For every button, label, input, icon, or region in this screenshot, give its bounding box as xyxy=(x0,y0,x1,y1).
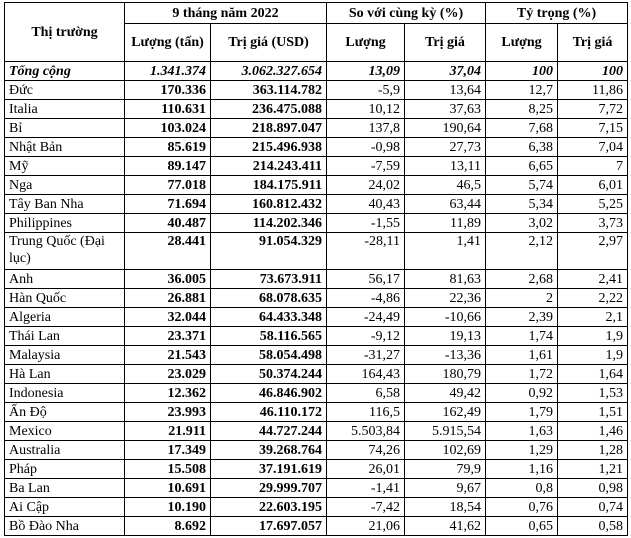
header-row-1 xyxy=(5,3,628,24)
share-value-header: Trị giá xyxy=(558,24,628,62)
yoy-value-cell: 19,13 xyxy=(405,327,486,346)
volume-cell: 10.190 xyxy=(125,498,211,517)
value-cell: 22.603.195 xyxy=(211,498,327,517)
share-value-cell: 5,25 xyxy=(558,195,628,214)
share-volume-cell: 1,61 xyxy=(486,346,558,365)
share-volume-cell: 8,25 xyxy=(486,100,558,119)
yoy-value-cell: 49,42 xyxy=(405,384,486,403)
yoy-volume-cell: 56,17 xyxy=(327,270,405,289)
share-volume-cell: 5,74 xyxy=(486,176,558,195)
volume-ton-header: Lượng (tấn) xyxy=(125,24,211,62)
market-name: Hà Lan xyxy=(5,365,125,384)
share-value-cell: 0,58 xyxy=(558,517,628,536)
total-yoy-volume: 13,09 xyxy=(327,62,405,81)
yoy-value-cell: -10,66 xyxy=(405,308,486,327)
share-value-cell: 7,04 xyxy=(558,138,628,157)
table-row xyxy=(5,119,628,138)
value-cell: 218.897.047 xyxy=(211,119,327,138)
table-row xyxy=(5,270,628,289)
market-name: Nhật Bản xyxy=(5,138,125,157)
share-volume-cell: 0,92 xyxy=(486,384,558,403)
share-volume-cell: 7,68 xyxy=(486,119,558,138)
share-value-cell: 0,98 xyxy=(558,479,628,498)
market-name: Ấn Độ xyxy=(5,403,125,422)
table-row xyxy=(5,422,628,441)
table-row xyxy=(5,460,628,479)
volume-cell: 17.349 xyxy=(125,441,211,460)
volume-cell: 8.692 xyxy=(125,517,211,536)
value-cell: 58.116.565 xyxy=(211,327,327,346)
yoy-volume-cell: 137,8 xyxy=(327,119,405,138)
volume-cell: 26.881 xyxy=(125,289,211,308)
volume-cell: 23.029 xyxy=(125,365,211,384)
share-value-cell: 7 xyxy=(558,157,628,176)
market-name: Trung Quốc (Đại lục) xyxy=(5,233,125,270)
value-cell: 44.727.244 xyxy=(211,422,327,441)
market-name: Bỉ xyxy=(5,119,125,138)
yoy-value-header: Trị giá xyxy=(405,24,486,62)
yoy-volume-cell: 6,58 xyxy=(327,384,405,403)
yoy-volume-cell: -1,41 xyxy=(327,479,405,498)
trade-table xyxy=(4,2,628,536)
table-row xyxy=(5,81,628,100)
yoy-value-cell: 37,63 xyxy=(405,100,486,119)
total-label: Tổng cộng xyxy=(5,62,125,81)
yoy-volume-cell: -24,49 xyxy=(327,308,405,327)
volume-cell: 28.441 xyxy=(125,233,211,270)
yoy-value-cell: 41,62 xyxy=(405,517,486,536)
market-header: Thị trường xyxy=(5,3,125,62)
share-volume-cell: 5,34 xyxy=(486,195,558,214)
table-row xyxy=(5,403,628,422)
value-cell: 39.268.764 xyxy=(211,441,327,460)
value-cell: 363.114.782 xyxy=(211,81,327,100)
yoy-volume-cell: 116,5 xyxy=(327,403,405,422)
value-cell: 58.054.498 xyxy=(211,346,327,365)
value-cell: 50.374.244 xyxy=(211,365,327,384)
yoy-volume-cell: -5,9 xyxy=(327,81,405,100)
market-name: Pháp xyxy=(5,460,125,479)
value-cell: 236.475.088 xyxy=(211,100,327,119)
table-row xyxy=(5,365,628,384)
yoy-value-cell: 1,41 xyxy=(405,233,486,270)
value-usd-header: Trị giá (USD) xyxy=(211,24,327,62)
table-row xyxy=(5,214,628,233)
volume-cell: 21.911 xyxy=(125,422,211,441)
volume-cell: 170.336 xyxy=(125,81,211,100)
market-name: Mỹ xyxy=(5,157,125,176)
total-share-volume: 100 xyxy=(486,62,558,81)
volume-cell: 23.371 xyxy=(125,327,211,346)
compare-header: So với cùng kỳ (%) xyxy=(327,3,486,24)
market-name: Malaysia xyxy=(5,346,125,365)
volume-cell: 36.005 xyxy=(125,270,211,289)
share-volume-cell: 2,12 xyxy=(486,233,558,270)
market-name: Indonesia xyxy=(5,384,125,403)
share-value-cell: 7,72 xyxy=(558,100,628,119)
yoy-value-cell: 162,49 xyxy=(405,403,486,422)
share-volume-header: Lượng xyxy=(486,24,558,62)
yoy-volume-cell: 40,43 xyxy=(327,195,405,214)
yoy-value-cell: 46,5 xyxy=(405,176,486,195)
share-volume-cell: 2,68 xyxy=(486,270,558,289)
volume-cell: 77.018 xyxy=(125,176,211,195)
yoy-value-cell: -13,36 xyxy=(405,346,486,365)
market-name: Thái Lan xyxy=(5,327,125,346)
share-value-cell: 1,46 xyxy=(558,422,628,441)
volume-cell: 15.508 xyxy=(125,460,211,479)
share-value-cell: 2,41 xyxy=(558,270,628,289)
yoy-value-cell: 22,36 xyxy=(405,289,486,308)
share-volume-cell: 2,39 xyxy=(486,308,558,327)
share-header: Tỷ trọng (%) xyxy=(486,3,628,24)
table-row xyxy=(5,289,628,308)
market-name: Ai Cập xyxy=(5,498,125,517)
market-name: Ba Lan xyxy=(5,479,125,498)
yoy-volume-cell: -7,59 xyxy=(327,157,405,176)
volume-cell: 110.631 xyxy=(125,100,211,119)
value-cell: 37.191.619 xyxy=(211,460,327,479)
share-value-cell: 1,9 xyxy=(558,327,628,346)
table-row xyxy=(5,441,628,460)
yoy-value-cell: 81,63 xyxy=(405,270,486,289)
value-cell: 64.433.348 xyxy=(211,308,327,327)
share-value-cell: 1,51 xyxy=(558,403,628,422)
table-row xyxy=(5,100,628,119)
share-volume-cell: 1,63 xyxy=(486,422,558,441)
value-cell: 46.110.172 xyxy=(211,403,327,422)
share-value-cell: 1,53 xyxy=(558,384,628,403)
share-value-cell: 0,74 xyxy=(558,498,628,517)
value-cell: 215.496.938 xyxy=(211,138,327,157)
period-header: 9 tháng năm 2022 xyxy=(125,3,327,24)
share-value-cell: 1,9 xyxy=(558,346,628,365)
table-row xyxy=(5,498,628,517)
value-cell: 184.175.911 xyxy=(211,176,327,195)
table-row xyxy=(5,479,628,498)
market-name: Bồ Đào Nha xyxy=(5,517,125,536)
share-volume-cell: 1,79 xyxy=(486,403,558,422)
share-volume-cell: 2 xyxy=(486,289,558,308)
volume-cell: 85.619 xyxy=(125,138,211,157)
value-cell: 91.054.329 xyxy=(211,233,327,270)
market-name: Đức xyxy=(5,81,125,100)
table-row xyxy=(5,195,628,214)
value-cell: 68.078.635 xyxy=(211,289,327,308)
total-yoy-value: 37,04 xyxy=(405,62,486,81)
share-volume-cell: 0,76 xyxy=(486,498,558,517)
yoy-value-cell: 9,67 xyxy=(405,479,486,498)
yoy-value-cell: 27,73 xyxy=(405,138,486,157)
value-cell: 114.202.346 xyxy=(211,214,327,233)
table-row xyxy=(5,346,628,365)
table-row xyxy=(5,384,628,403)
yoy-volume-cell: -0,98 xyxy=(327,138,405,157)
table-row xyxy=(5,308,628,327)
yoy-volume-cell: 10,12 xyxy=(327,100,405,119)
share-value-cell: 3,73 xyxy=(558,214,628,233)
share-value-cell: 7,15 xyxy=(558,119,628,138)
share-volume-cell: 3,02 xyxy=(486,214,558,233)
volume-cell: 23.993 xyxy=(125,403,211,422)
share-value-cell: 2,1 xyxy=(558,308,628,327)
share-volume-cell: 1,16 xyxy=(486,460,558,479)
yoy-volume-cell: -7,42 xyxy=(327,498,405,517)
share-value-cell: 1,64 xyxy=(558,365,628,384)
yoy-volume-cell: 24,02 xyxy=(327,176,405,195)
yoy-value-cell: 102,69 xyxy=(405,441,486,460)
share-volume-cell: 6,38 xyxy=(486,138,558,157)
market-name: Italia xyxy=(5,100,125,119)
yoy-volume-cell: 5.503,84 xyxy=(327,422,405,441)
yoy-value-cell: 13,64 xyxy=(405,81,486,100)
share-value-cell: 2,22 xyxy=(558,289,628,308)
share-volume-cell: 1,72 xyxy=(486,365,558,384)
yoy-volume-cell: 21,06 xyxy=(327,517,405,536)
value-cell: 17.697.057 xyxy=(211,517,327,536)
share-volume-cell: 12,7 xyxy=(486,81,558,100)
yoy-value-cell: 63,44 xyxy=(405,195,486,214)
volume-cell: 10.691 xyxy=(125,479,211,498)
value-cell: 29.999.707 xyxy=(211,479,327,498)
yoy-value-cell: 11,89 xyxy=(405,214,486,233)
share-value-cell: 11,86 xyxy=(558,81,628,100)
share-volume-cell: 6,65 xyxy=(486,157,558,176)
volume-cell: 32.044 xyxy=(125,308,211,327)
yoy-volume-cell: -4,86 xyxy=(327,289,405,308)
table-row xyxy=(5,157,628,176)
yoy-volume-cell: 74,26 xyxy=(327,441,405,460)
total-value: 3.062.327.654 xyxy=(211,62,327,81)
volume-cell: 103.024 xyxy=(125,119,211,138)
yoy-volume-cell: 164,43 xyxy=(327,365,405,384)
value-cell: 46.846.902 xyxy=(211,384,327,403)
share-volume-cell: 0,8 xyxy=(486,479,558,498)
total-volume: 1.341.374 xyxy=(125,62,211,81)
volume-cell: 89.147 xyxy=(125,157,211,176)
table-row xyxy=(5,517,628,536)
yoy-value-cell: 190,64 xyxy=(405,119,486,138)
share-volume-cell: 1,74 xyxy=(486,327,558,346)
total-share-value: 100 xyxy=(558,62,628,81)
table-row xyxy=(5,327,628,346)
yoy-value-cell: 180,79 xyxy=(405,365,486,384)
share-value-cell: 2,97 xyxy=(558,233,628,270)
market-name: Philippines xyxy=(5,214,125,233)
value-cell: 214.243.411 xyxy=(211,157,327,176)
yoy-value-cell: 13,11 xyxy=(405,157,486,176)
table-body xyxy=(5,62,628,536)
market-name: Anh xyxy=(5,270,125,289)
value-cell: 160.812.432 xyxy=(211,195,327,214)
volume-cell: 71.694 xyxy=(125,195,211,214)
volume-cell: 21.543 xyxy=(125,346,211,365)
value-cell: 73.673.911 xyxy=(211,270,327,289)
share-value-cell: 1,28 xyxy=(558,441,628,460)
share-volume-cell: 0,65 xyxy=(486,517,558,536)
table-row xyxy=(5,233,628,270)
yoy-volume-cell: 26,01 xyxy=(327,460,405,479)
total-row xyxy=(5,62,628,81)
yoy-value-cell: 5.915,54 xyxy=(405,422,486,441)
market-name: Nga xyxy=(5,176,125,195)
yoy-value-cell: 79,9 xyxy=(405,460,486,479)
yoy-value-cell: 18,54 xyxy=(405,498,486,517)
yoy-volume-cell: -28,11 xyxy=(327,233,405,270)
market-name: Algeria xyxy=(5,308,125,327)
volume-cell: 40.487 xyxy=(125,214,211,233)
yoy-volume-cell: -31,27 xyxy=(327,346,405,365)
market-name: Mexico xyxy=(5,422,125,441)
market-name: Australia xyxy=(5,441,125,460)
table-row xyxy=(5,176,628,195)
market-name: Hàn Quốc xyxy=(5,289,125,308)
share-volume-cell: 1,29 xyxy=(486,441,558,460)
market-name: Tây Ban Nha xyxy=(5,195,125,214)
yoy-volume-cell: -1,55 xyxy=(327,214,405,233)
share-value-cell: 6,01 xyxy=(558,176,628,195)
yoy-volume-header: Lượng xyxy=(327,24,405,62)
volume-cell: 12.362 xyxy=(125,384,211,403)
table-row xyxy=(5,138,628,157)
yoy-volume-cell: -9,12 xyxy=(327,327,405,346)
share-value-cell: 1,21 xyxy=(558,460,628,479)
